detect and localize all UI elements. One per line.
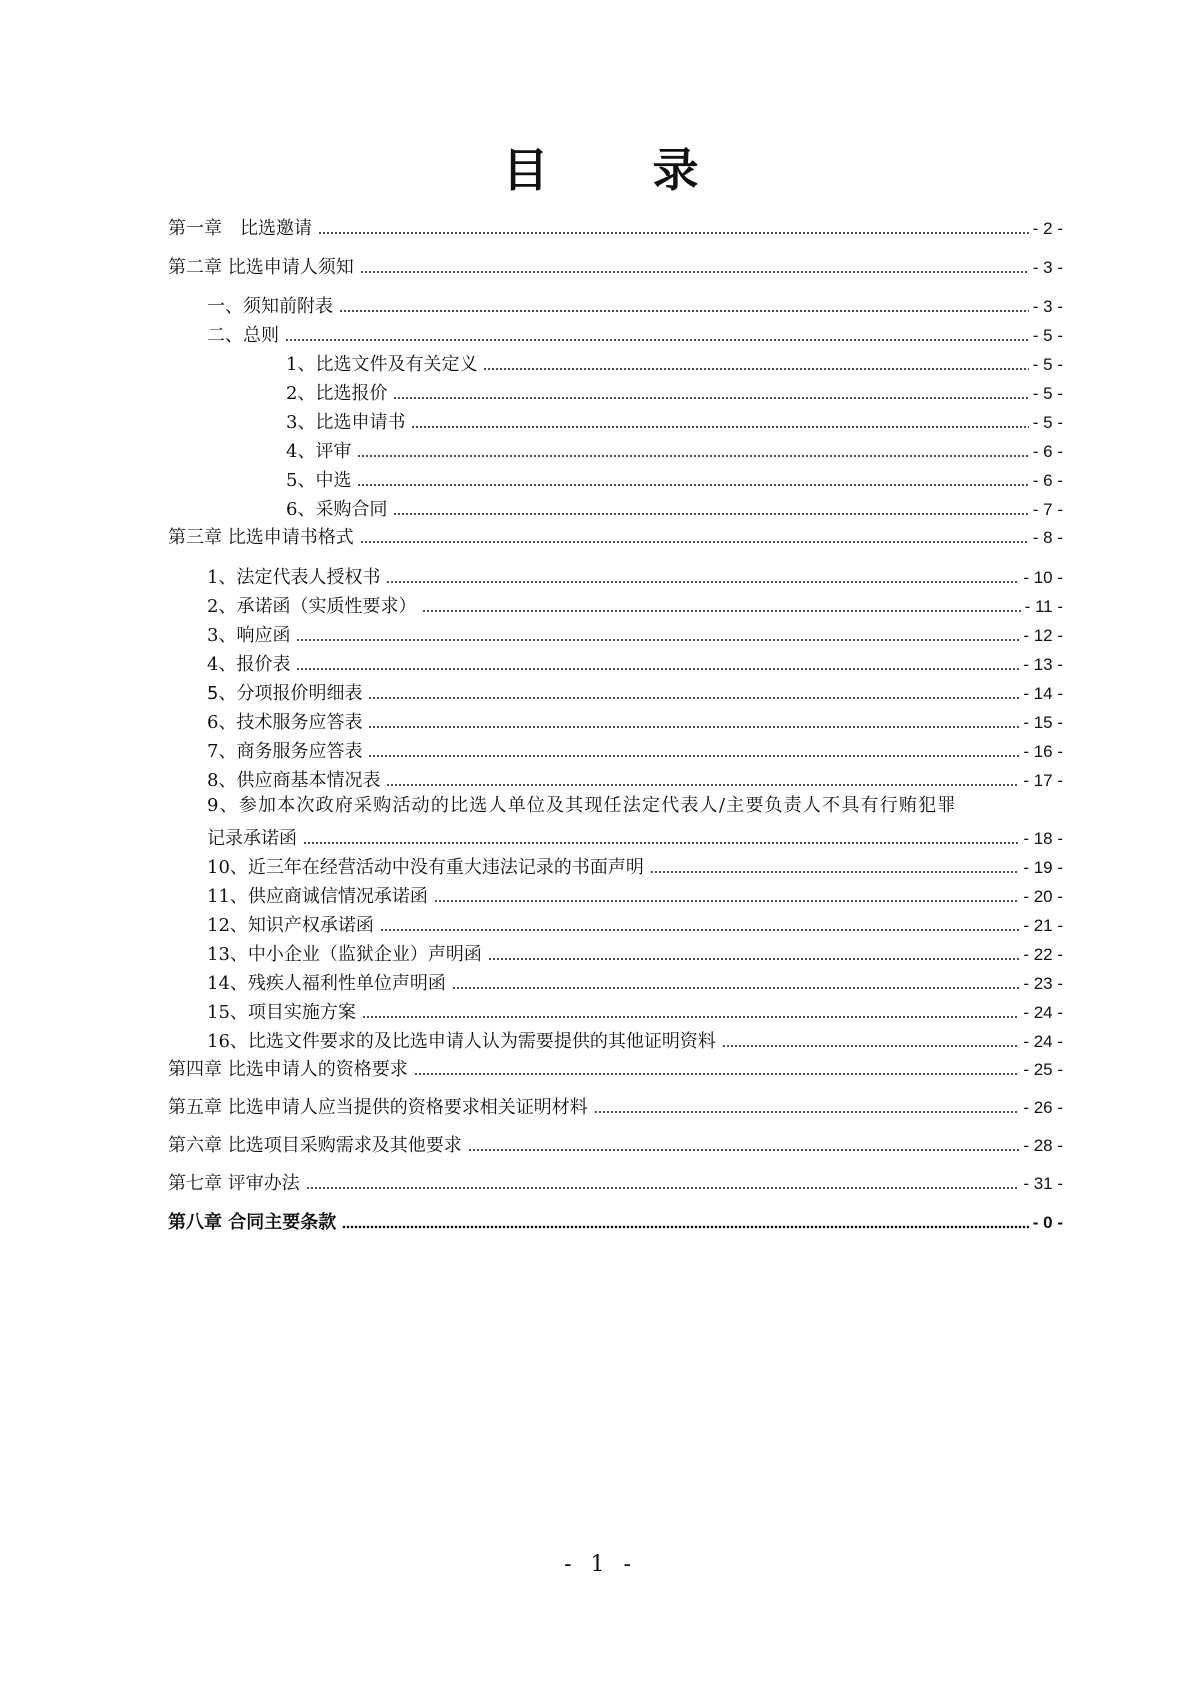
toc-entry-section[interactable] [207,737,1063,763]
toc-entry-section-wrapped-line[interactable]: 9、参加本次政府采购活动的比选人单位及其现任法定代表人/主要负责人不具有行贿犯罪 [207,795,957,816]
toc-entry-page: - 12 - [1023,626,1063,645]
toc-entry-subsection[interactable] [286,350,1063,376]
toc-entry-label: 5、中选 [286,470,352,491]
toc-entry-page: - 3 - [1032,258,1063,277]
toc-entry-label: 第一章 比选邀请 [168,218,312,239]
toc-entry-page: - 16 - [1023,742,1063,761]
toc-entry-label: 1、法定代表人授权书 [207,567,381,588]
toc-dot-leader [339,307,1029,313]
toc-entry-label: 2、比选报价 [286,383,388,404]
toc-entry-subsection[interactable] [286,466,1063,492]
toc-entry-page: - 5 - [1032,355,1063,374]
toc-dot-leader [357,481,1028,487]
toc-entry-page: - 10 - [1023,568,1063,587]
page-title: 目 录 [502,143,743,197]
toc-dot-leader [368,752,1019,758]
toc-entry-page: - 0 - [1032,1213,1063,1232]
toc-entry-label: 6、技术服务应答表 [207,712,363,733]
toc-dot-leader [360,268,1029,274]
toc-entry-page: - 17 - [1023,771,1063,790]
toc-dot-leader [380,926,1019,932]
toc-entry-page: - 18 - [1023,829,1063,848]
toc-entry-page: - 13 - [1023,655,1063,674]
toc-entry-label: 第七章 评审办法 [168,1173,300,1194]
toc-dot-leader [342,1223,1028,1229]
toc-dot-leader [422,607,1020,613]
toc-dot-leader [468,1146,1020,1152]
toc-entry-section[interactable] [207,563,1063,589]
toc-entry-label: 第四章 比选申请人的资格要求 [168,1059,408,1080]
toc-entry-label: 1、比选文件及有关定义 [286,354,478,375]
toc-entry-page: - 6 - [1032,471,1063,490]
toc-entry-page: - 6 - [1032,442,1063,461]
toc-dot-leader [368,694,1019,700]
toc-entry-label: 5、分项报价明细表 [207,683,363,704]
toc-entry-page: - 24 - [1023,1003,1063,1022]
toc-entry-section[interactable] [207,824,1063,850]
toc-entry-label: 第二章 比选申请人须知 [168,257,354,278]
toc-entry-section[interactable] [207,940,1063,966]
toc-entry-page: - 20 - [1023,887,1063,906]
toc-entry-page: - 28 - [1023,1136,1063,1155]
toc-dot-leader [368,723,1019,729]
toc-entry-section[interactable] [207,679,1063,705]
toc-entry-label: 3、比选申请书 [286,412,406,433]
toc-entry-label: 12、知识产权承诺函 [207,915,374,936]
toc-entry-section[interactable] [207,853,1063,879]
toc-entry-page: - 19 - [1023,858,1063,877]
toc-entry-label: 第五章 比选申请人应当提供的资格要求相关证明材料 [168,1097,588,1118]
toc-entry-page: - 14 - [1023,684,1063,703]
toc-dot-leader [306,1184,1020,1190]
toc-entry-page: - 5 - [1032,384,1063,403]
toc-entry-page: - 23 - [1023,974,1063,993]
toc-dot-leader [650,868,1019,874]
toc-entry-page: - 5 - [1032,413,1063,432]
toc-entry-label: 记录承诺函 [207,828,297,849]
toc-entry-label: 10、近三年在经营活动中没有重大违法记录的书面声明 [207,857,644,878]
toc-entry-page: - 26 - [1023,1098,1063,1117]
toc-entry-section[interactable] [207,911,1063,937]
toc-entry-label: 16、比选文件要求的及比选申请人认为需要提供的其他证明资料 [207,1031,716,1052]
toc-entry-label: 第八章 合同主要条款 [168,1212,337,1233]
toc-entry-section[interactable] [207,766,1063,792]
toc-entry-page: - 21 - [1023,916,1063,935]
toc-entry-section[interactable] [207,969,1063,995]
toc-entry-chapter-8[interactable] [168,1208,1063,1234]
page-number: - 1 - [564,1552,637,1577]
toc-entry-section[interactable] [207,592,1063,618]
toc-entry-page: - 11 - [1024,597,1063,616]
toc-entry-chapter-3[interactable] [168,523,1063,549]
toc-entry-label: 14、残疾人福利性单位声明函 [207,973,446,994]
toc-entry-section[interactable] [207,708,1063,734]
toc-entry-section[interactable] [207,882,1063,908]
toc-entry-chapter-6[interactable] [168,1131,1063,1157]
toc-dot-leader [386,578,1019,584]
toc-entry-label: 一、须知前附表 [207,296,333,317]
toc-dot-leader [452,984,1019,990]
toc-dot-leader [362,1013,1019,1019]
toc-entry-section[interactable] [207,650,1063,676]
toc-entry-label: 4、评审 [286,441,352,462]
toc-entry-page: - 22 - [1023,945,1063,964]
toc-dot-leader [434,897,1019,903]
toc-dot-leader [483,365,1028,371]
toc-dot-leader [296,636,1019,642]
toc-entry-chapter-7[interactable] [168,1169,1063,1195]
toc-entry-label: 11、供应商诚信情况承诺函 [207,886,428,907]
toc-dot-leader [393,394,1028,400]
toc-entry-label: 4、报价表 [207,654,291,675]
toc-entry-page: - 7 - [1032,500,1063,519]
toc-dot-leader [285,336,1029,342]
toc-entry-label: 6、采购合同 [286,499,388,520]
toc-entry-page: - 31 - [1023,1174,1063,1193]
toc-entry-page: - 5 - [1032,326,1063,345]
toc-entry-label: 2、承诺函（实质性要求） [207,596,417,617]
toc-entry-label: 7、商务服务应答表 [207,741,363,762]
toc-entry-section[interactable] [207,292,1063,318]
toc-entry-label: 第三章 比选申请书格式 [168,527,354,548]
toc-dot-leader [318,229,1029,235]
toc-entry-page: - 2 - [1032,219,1063,238]
toc-entry-label: 15、项目实施方案 [207,1002,356,1023]
toc-entry-page: - 8 - [1032,528,1063,547]
toc-entry-page: - 15 - [1023,713,1063,732]
toc-entry-section[interactable] [207,621,1063,647]
toc-dot-leader [722,1042,1019,1048]
toc-entry-page: - 25 - [1023,1060,1063,1079]
toc-dot-leader [296,665,1019,671]
toc-entry-section[interactable] [207,998,1063,1024]
toc-entry-subsection[interactable] [286,408,1063,434]
toc-entry-subsection[interactable] [286,437,1063,463]
toc-entry-page: - 3 - [1032,297,1063,316]
toc-dot-leader [411,423,1028,429]
toc-entry-section[interactable] [207,321,1063,347]
toc-entry-chapter-1[interactable] [168,214,1063,240]
toc-entry-subsection[interactable] [286,495,1063,521]
toc-entry-label: 13、中小企业（监狱企业）声明函 [207,944,482,965]
toc-dot-leader [594,1108,1020,1114]
toc-entry-label: 第六章 比选项目采购需求及其他要求 [168,1135,462,1156]
toc-dot-leader [360,538,1029,544]
toc-entry-chapter-5[interactable] [168,1093,1063,1119]
toc-dot-leader [386,781,1019,787]
toc-entry-chapter-4[interactable] [168,1055,1063,1081]
toc-entry-label: 二、总则 [207,325,279,346]
toc-entry-label: 3、响应函 [207,625,291,646]
toc-entry-section[interactable] [207,1027,1063,1053]
toc-entry-subsection[interactable] [286,379,1063,405]
toc-entry-label: 8、供应商基本情况表 [207,770,381,791]
toc-dot-leader [414,1070,1020,1076]
toc-dot-leader [303,839,1019,845]
toc-dot-leader [357,452,1028,458]
toc-dot-leader [488,955,1019,961]
toc-dot-leader [393,510,1028,516]
toc-entry-page: - 24 - [1023,1032,1063,1051]
toc-entry-chapter-2[interactable] [168,253,1063,279]
